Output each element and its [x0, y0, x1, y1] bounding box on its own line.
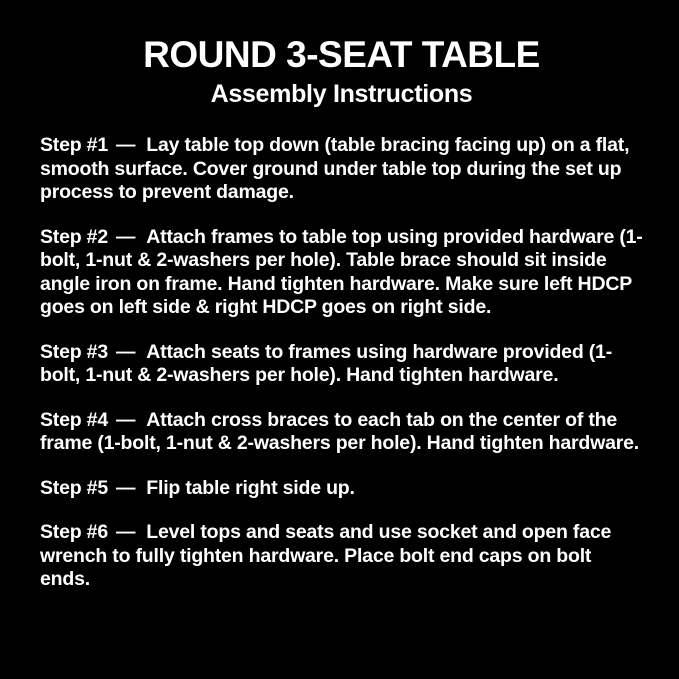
steps-list	[40, 134, 643, 592]
step-separator: —	[115, 408, 136, 431]
step-label: Step #6	[40, 521, 108, 543]
step-label: Step #3	[40, 340, 108, 363]
step-item-4	[40, 409, 643, 456]
step-label: Step #2	[40, 225, 108, 248]
step-text: Level tops and seats and use socket and open face wrench to fully tighten hardware. Place bolt end caps on bolt ends.	[40, 521, 612, 590]
step-text: Lay table top down (table bracing facing up) on a flat, smooth surface. Cover ground under table top during the set up process to prevent damage.	[40, 134, 630, 203]
step-item-1	[40, 134, 643, 205]
step-separator: —	[115, 521, 136, 543]
step-separator: —	[115, 340, 136, 363]
step-label: Step #1	[40, 134, 108, 156]
step-separator: —	[115, 225, 136, 248]
page-title: ROUND 3-SEAT TABLE	[143, 34, 540, 75]
step-separator: —	[115, 134, 136, 156]
step-text: Flip table right side up.	[146, 476, 355, 499]
step-label: Step #5	[40, 476, 108, 499]
step-text: Attach frames to table top using provided hardware (1-bolt, 1-nut & 2-washers per hole). Table brace should sit inside angle iron on frame. Hand tighten hardware. Make sure left HDCP goes on left side & right HDCP goes on right side.	[40, 225, 643, 318]
step-text: Attach cross braces to each tab on the center of the frame (1-bolt, 1-nut & 2-washers per hole). Hand tighten hardware.	[40, 408, 639, 454]
step-text: Attach seats to frames using hardware provided (1-bolt, 1-nut & 2-washers per hole). Hand tighten hardware.	[40, 340, 612, 386]
step-item-2	[40, 226, 643, 320]
page-subtitle: Assembly Instructions	[210, 80, 473, 108]
step-item-3	[40, 341, 643, 388]
step-item-6	[40, 521, 643, 592]
step-label: Step #4	[40, 408, 108, 431]
step-item-5	[40, 477, 643, 501]
step-separator: —	[115, 476, 136, 499]
